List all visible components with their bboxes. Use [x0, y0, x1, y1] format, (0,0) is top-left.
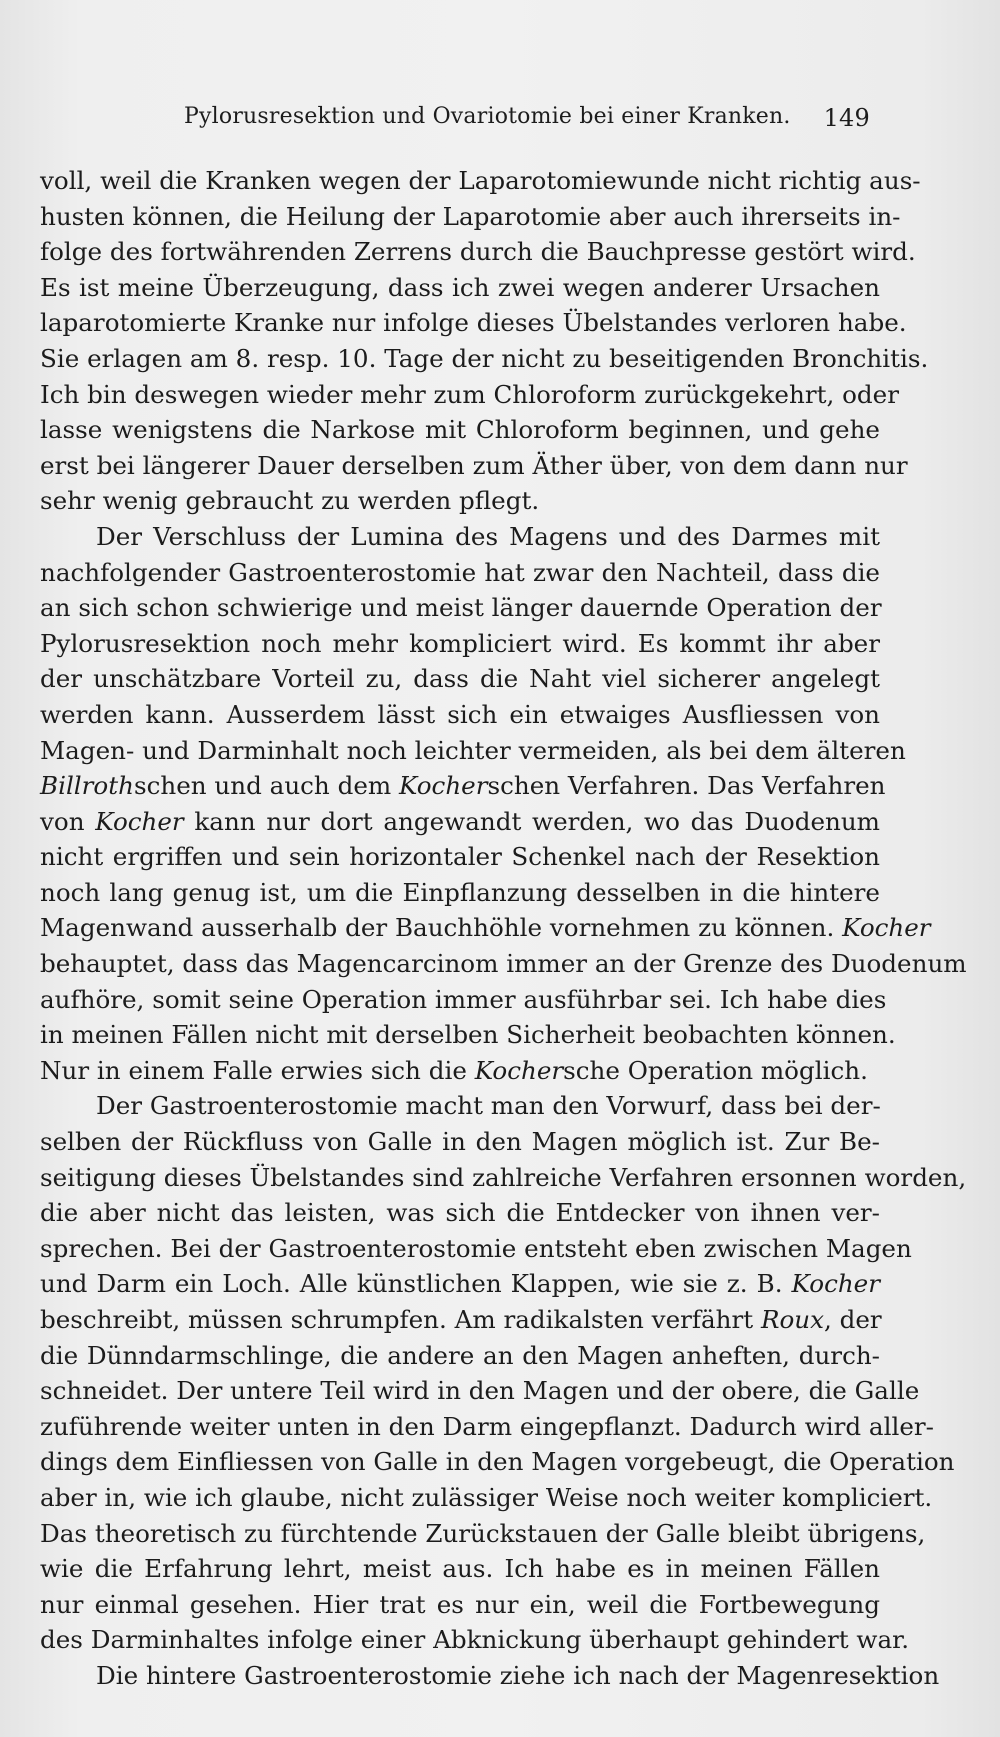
text-run: Nur in einem Falle erwies sich die — [40, 1055, 475, 1085]
italic-name: Kocher — [399, 771, 488, 801]
italic-name: Roux — [760, 1305, 824, 1334]
text-run: nachfolgender Gastroenterostomie hat zwar den Nachteil, dass die — [40, 557, 880, 587]
text-line — [40, 270, 880, 306]
text-run: nicht ergriffen und sein horizontaler Schenkel nach der Resektion — [40, 842, 880, 872]
text-run: Sie erlagen am 8. resp. 10. Tage der nicht zu beseitigenden Bronchitis. — [40, 343, 929, 373]
text-line — [40, 1266, 880, 1302]
text-run: sehr wenig gebraucht zu werden pflegt. — [40, 486, 540, 516]
text-line — [40, 626, 880, 662]
italic-name: Kocher — [791, 1269, 880, 1299]
text-line — [40, 1587, 880, 1623]
text-run: behauptet, dass das Magencarcinom immer an der Grenze des Duodenum — [40, 949, 967, 979]
italic-name: Kocher — [95, 806, 184, 836]
text-run: zuführende weiter unten in den Darm eingepflanzt. Dadurch wird aller- — [40, 1411, 934, 1441]
text-line — [40, 1302, 880, 1338]
text-run: Pylorusresektion noch mehr kompliciert wird. Es kommt ihr aber — [40, 628, 880, 658]
text-run: sprechen. Bei der Gastroenterostomie entsteht eben zwischen Magen — [40, 1233, 912, 1263]
text-line — [40, 448, 908, 484]
body-text — [40, 163, 967, 1694]
text-run: Das theoretisch zu fürchtende Zurückstauen der Galle bleibt übrigens, — [40, 1518, 926, 1548]
text-line — [40, 697, 880, 733]
text-line — [40, 483, 880, 519]
text-line — [40, 1017, 896, 1053]
text-line — [40, 1124, 880, 1160]
text-line — [40, 1480, 933, 1516]
text-run: nur einmal gesehen. Hier trat es nur ein, weil die Fortbewegung — [40, 1589, 880, 1619]
text-line — [40, 804, 880, 840]
text-run: Die hintere Gastroenterostomie ziehe ich nach der Magenresektion — [96, 1660, 940, 1690]
text-run: und Darm ein Loch. Alle künstlichen Klappen, wie sie z. B. — [40, 1269, 792, 1299]
text-line — [40, 590, 880, 626]
text-run: husten können, die Heilung der Laparotomie aber auch ihrerseits in- — [40, 201, 901, 231]
text-run: folge des fortwährenden Zerrens durch die Bauchpresse gestört wird. — [40, 237, 916, 267]
text-run: von — [40, 806, 96, 836]
text-run: Der Gastroenterostomie macht man den Vorwurf, dass bei der- — [96, 1091, 881, 1121]
text-run: Magen- und Darminhalt noch leichter vermeiden, als bei dem älteren — [40, 735, 906, 765]
text-line — [40, 1551, 880, 1587]
text-line — [40, 412, 880, 448]
text-line — [40, 733, 906, 769]
text-run: Magenwand ausserhalb der Bauchhöhle vornehmen zu können. — [40, 913, 843, 943]
text-line — [40, 661, 880, 697]
running-title: Pylorusresektion und Ovariotomie bei einer Kranken. — [184, 104, 791, 129]
text-line — [40, 199, 901, 235]
text-run: des Darminhaltes infolge einer Abknickung überhaupt gehindert war. — [40, 1625, 910, 1655]
text-line — [40, 1622, 910, 1658]
text-line — [40, 163, 921, 199]
text-line — [40, 946, 967, 982]
text-line — [40, 910, 931, 946]
text-line — [40, 875, 880, 911]
text-line — [40, 1160, 967, 1196]
text-line — [40, 1658, 940, 1694]
italic-name: Kocher — [842, 913, 931, 943]
italic-name: Billroth — [40, 771, 134, 801]
text-run: schneidet. Der untere Teil wird in den Magen und der obere, die Galle — [40, 1376, 920, 1406]
italic-name: Kocher — [474, 1055, 564, 1085]
text-run: der unschätzbare Vorteil zu, dass die Naht viel sicherer angelegt — [40, 664, 880, 694]
text-run: die Dünndarmschlinge, die andere an den Magen anheften, durch- — [40, 1340, 880, 1370]
text-run: Der Verschluss der Lumina des Magens und des Darmes mit — [96, 521, 880, 551]
page-number: 149 — [823, 104, 870, 132]
text-run: werden kann. Ausserdem lässt sich ein etwaiges Ausfliessen von — [40, 699, 880, 729]
text-run: schen Verfahren. Das Verfahren — [487, 771, 886, 801]
text-run: laparotomierte Kranke nur infolge dieses Übelstandes verloren habe. — [40, 308, 907, 338]
text-line — [40, 1195, 880, 1231]
text-run: aufhöre, somit seine Operation immer ausführbar sei. Ich habe dies — [40, 984, 887, 1014]
text-line — [40, 234, 916, 270]
text-line — [40, 1338, 880, 1374]
text-line — [40, 305, 907, 341]
text-run: schen und auch dem — [133, 771, 400, 801]
text-line — [40, 555, 880, 591]
text-run: seitigung dieses Übelstandes sind zahlreiche Verfahren ersonnen worden, — [40, 1162, 967, 1192]
text-run: an sich schon schwierige und meist länger dauernde Operation der — [40, 593, 882, 623]
text-run: selben der Rückfluss von Galle in den Magen möglich ist. Zur Be- — [40, 1127, 880, 1157]
text-line — [40, 519, 880, 555]
text-run: Es ist meine Überzeugung, dass ich zwei wegen anderer Ursachen — [40, 272, 880, 302]
text-run: beschreibt, müssen schrumpfen. Am radikalsten verfährt — [40, 1305, 761, 1334]
text-line — [40, 1409, 934, 1445]
text-run: erst bei längerer Dauer derselben zum Äther über, von dem dann nur — [40, 450, 908, 480]
text-line — [40, 1231, 912, 1267]
text-run: in meinen Fällen nicht mit derselben Sicherheit beobachten können. — [40, 1020, 896, 1050]
text-line — [40, 839, 880, 875]
text-run: voll, weil die Kranken wegen der Laparotomiewunde nicht richtig aus- — [40, 166, 921, 195]
text-run: dings dem Einfliessen von Galle in den Magen vorgebeugt, die Operation — [40, 1447, 955, 1477]
text-run: lasse wenigstens die Narkose mit Chloroform beginnen, und gehe — [40, 415, 880, 445]
text-run: wie die Erfahrung lehrt, meist aus. Ich habe es in meinen Fällen — [40, 1554, 880, 1584]
text-line — [40, 768, 886, 804]
text-run: noch lang genug ist, um die Einpflanzung desselben in die hintere — [40, 877, 880, 907]
text-line — [40, 341, 929, 377]
text-run: kann nur dort angewandt werden, wo das Duodenum — [183, 806, 880, 836]
text-line — [40, 1053, 880, 1089]
text-line — [40, 982, 887, 1018]
text-line — [40, 1088, 880, 1124]
text-line — [40, 1444, 955, 1480]
text-run: , der — [824, 1305, 882, 1334]
text-line — [40, 1373, 920, 1409]
text-run: die aber nicht das leisten, was sich die Entdecker von ihnen ver- — [40, 1198, 880, 1228]
text-line — [40, 1516, 926, 1552]
text-line — [40, 377, 899, 413]
text-run: aber in, wie ich glaube, nicht zulässiger Weise noch weiter kompliciert. — [40, 1482, 933, 1512]
text-run: sche Operation möglich. — [563, 1055, 868, 1085]
text-run: Ich bin deswegen wieder mehr zum Chloroform zurückgekehrt, oder — [40, 379, 899, 409]
